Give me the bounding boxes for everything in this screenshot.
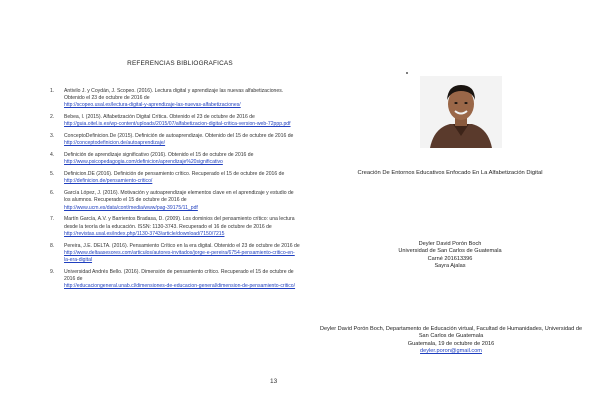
reference-item [50, 152, 300, 166]
reference-item [50, 216, 300, 238]
reference-number: 8. [50, 242, 55, 249]
reference-item [50, 114, 300, 128]
reference-link[interactable]: http://educaciongeneral.unab.cl/dimensiones-de-educacion-general/dimension-de-pensamiento-critico/ [64, 283, 296, 290]
reference-text: Bebea, I. (2015). Alfabetización Digital Crítica. Obtenido el 23 de octubre de 2016 de [64, 114, 255, 121]
citation-text: Deyler David Porón Boch, Departamento de Educación virtual, Facultad de Humanidades, Universidad de San Carlos de Guatemala [319, 326, 583, 340]
reference-text: Universidad Andrés Bello. (2016). Dimensión de pensamiento crítico. Recuperado el 15 de octubre de 2016 de [64, 268, 294, 283]
reference-number: 6. [50, 190, 55, 197]
author-university: Universidad de San Carlos de Guatemala [398, 248, 502, 255]
reference-number: 2. [50, 114, 55, 121]
reference-item [50, 269, 300, 291]
reference-number: 3. [50, 133, 55, 140]
citation-date: Guatemala, 19 de octubre de 2016 [407, 340, 495, 347]
author-place: Sayra Ajalas [434, 262, 466, 269]
document-title: Creación De Entornos Educativos Enfocado En La Alfabetización Digital [357, 170, 543, 176]
author-carne: Carné 201613396 [427, 255, 473, 262]
reference-link[interactable]: http://scopeo.usal.es/lectura-digital-y-aprendizaje-las-nuevas-alfabetizaciones/ [64, 102, 241, 109]
references-list [50, 88, 300, 290]
reference-text: Pereira, J.E. DELTA. (2016). Pensamiento Crítico en la era digital. Obtenido el 23 de octubre de 2016 de [64, 242, 300, 249]
reference-text: García López, J. (2016). Motivación y autoaprendizaje elementos clave en el aprendizaje y estudio de los alumnos. Recuperado el 15 de octubre de 2016 de [64, 190, 294, 204]
references-heading: REFERENCIAS BIBLIOGRAFICAS [127, 60, 233, 67]
page-number: 13 [270, 378, 278, 385]
reference-text: Martín García, A.V. y Barrientos Bradasa, D. (2009). Los dominios del pensamiento crítico: una lectura desde la teoría de la educación. ISSN: 1130-3743. Recuperado el 16 de octubre de 2016 de [64, 216, 295, 230]
reference-link[interactable]: http://guia.oitel.is.es/wp-content/uploads/2015/07/alfabetizacion-digital-critica-version-web-72ppp.pdf [64, 121, 291, 128]
reference-link[interactable]: http://conceptodefinicion.de/autoaprendizaje/ [64, 140, 166, 147]
citation-block [318, 326, 584, 355]
reference-link[interactable]: http://www.deltaasesores.com/articulos/autores-invitados/jorge-e-pereira/6754-pensamiento-critico-en-la-era-digital [64, 249, 295, 264]
reference-item [50, 243, 300, 265]
reference-number: 4. [50, 152, 55, 159]
reference-number: 9. [50, 268, 55, 275]
reference-link[interactable]: http://definicion.de/pensamiento-critico/ [64, 178, 153, 185]
reference-text: Definición de aprendizaje significativo (2016). Obtenido el 15 de octubre de 2016 de [64, 152, 254, 159]
reference-item [50, 88, 300, 110]
decorative-dot [406, 72, 408, 74]
reference-text: ConceptoDefinicion.De (2015). Definición de autoaprendizaje. Obtenido del 15 de octubre de 2016 de [64, 133, 294, 140]
author-portrait-icon [420, 76, 502, 148]
reference-link[interactable]: http://www.psicopedagogia.com/definicion/aprendizaje%20significativo [64, 159, 223, 166]
author-email-link[interactable]: deyler.poron@gmail.com [420, 347, 482, 354]
reference-link[interactable]: http://revistas.usal.es/index.php/1130-3743/article/download/7150/7215 [64, 230, 225, 237]
author-photo [420, 76, 502, 148]
author-name: Deyler David Porón Boch [418, 241, 482, 247]
reference-item [50, 171, 300, 185]
reference-item [50, 133, 300, 147]
reference-text: Definicion.DE (2016). Definición de pensamiento crítico. Recuperado el 15 de octubre de 2016 de [64, 171, 285, 178]
reference-number: 7. [50, 216, 55, 223]
author-info [300, 241, 600, 270]
reference-number: 1. [50, 88, 55, 94]
reference-item [50, 190, 300, 212]
reference-link[interactable]: http://www.ucm.es/data/cont/media/www/pag-39175/11_pdf [64, 204, 198, 211]
reference-text: Antivilo J. y Coydán, J. Scopeo. (2016). Lectura digital y aprendizaje las nuevas alfabetizaciones. Obtenido el 23 de octubre de 2016 de [64, 88, 284, 102]
reference-number: 5. [50, 171, 55, 178]
